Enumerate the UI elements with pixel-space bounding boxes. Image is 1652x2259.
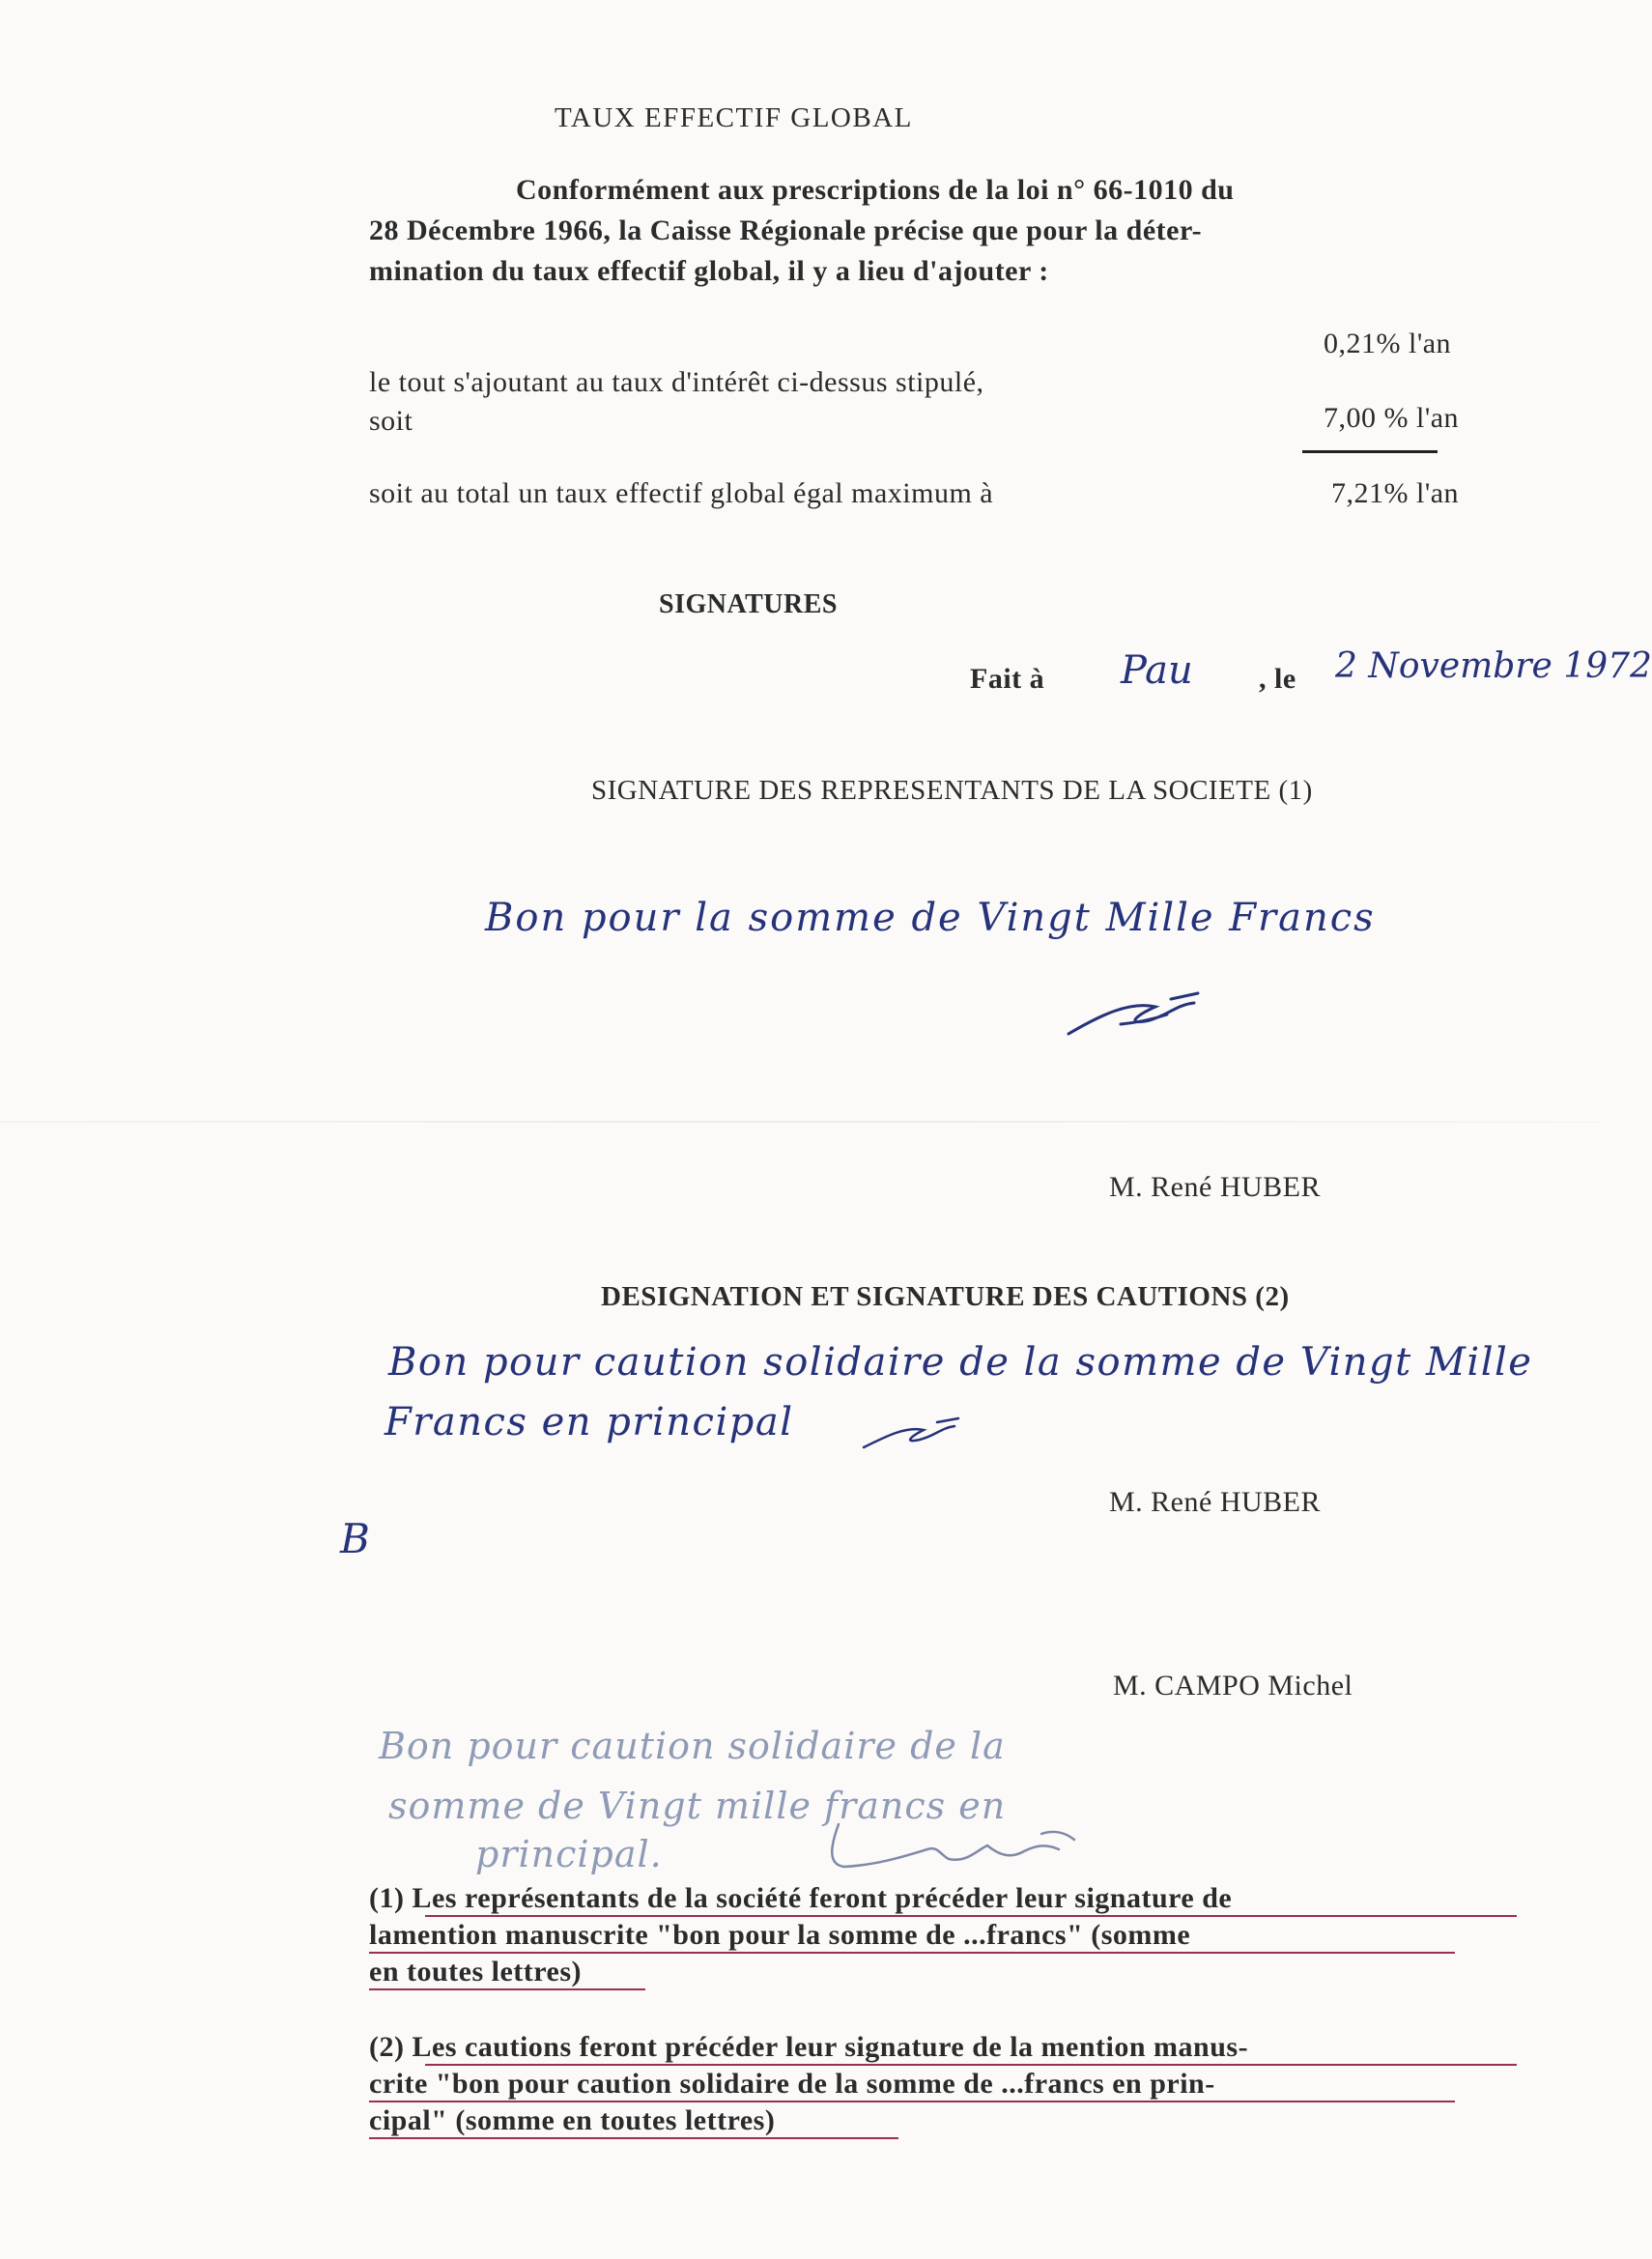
total-label: soit au total un taux effectif global égal maximum à <box>369 477 994 509</box>
paper-fold <box>0 1121 1598 1123</box>
signature-huber-1 <box>1063 976 1217 1034</box>
rates-text-line-1: le tout s'ajoutant au taux d'intérêt ci-dessus stipulé, <box>369 366 984 398</box>
footnote-2-underline-3 <box>369 2137 898 2139</box>
footnote-1-line-3: en toutes lettres) <box>369 1956 583 1987</box>
handwritten-place: Pau <box>1121 648 1193 693</box>
cautions-handwritten-line-1: Bon pour caution solidaire de la somme de Vingt Mille <box>388 1340 1533 1385</box>
signature-campo <box>821 1816 1111 1874</box>
cautions-handwritten-line-2: Francs en principal <box>385 1400 794 1444</box>
caution-name-2: M. CAMPO Michel <box>1113 1670 1353 1701</box>
footnote-1-underline-1 <box>425 1915 1517 1917</box>
document-title: TAUX EFFECTIF GLOBAL <box>555 102 913 133</box>
footnote-1-underline-3 <box>369 1988 645 1990</box>
rates-text-line-2: soit <box>369 405 413 437</box>
fait-a-label: Fait à <box>970 663 1045 695</box>
societe-signatory-name: M. René HUBER <box>1109 1171 1321 1203</box>
intro-line-3: mination du taux effectif global, il y a lieu d'ajouter : <box>369 255 1049 287</box>
signature-huber-2 <box>860 1411 966 1449</box>
footnote-2-line-3: cipal" (somme en toutes lettres) <box>369 2104 776 2136</box>
intro-line-2: 28 Décembre 1966, la Caisse Régionale précise que pour la déter- <box>369 214 1203 246</box>
footnote-2-line-1: (2) Les cautions feront précéder leur signature de la mention manus- <box>369 2031 1249 2063</box>
caution-name-1: M. René HUBER <box>1109 1486 1321 1518</box>
handwritten-date: 2 Novembre 1972 <box>1335 646 1652 686</box>
handwritten-mark: B <box>340 1515 370 1562</box>
societe-handwritten-mention: Bon pour la somme de Vingt Mille Francs <box>485 896 1376 940</box>
interest-rate: 7,00 % l'an <box>1324 402 1460 434</box>
societe-heading: SIGNATURE DES REPRESENTANTS DE LA SOCIETE (1) <box>591 775 1313 806</box>
footnote-1-line-1: (1) Les représentants de la société feront précéder leur signature de <box>369 1882 1233 1914</box>
footnote-2-underline-1 <box>425 2064 1517 2066</box>
pencil-mention-line-1: Bon pour caution solidaire de la <box>379 1725 1006 1767</box>
total-rate: 7,21% l'an <box>1331 477 1460 509</box>
footnote-2-line-2: crite "bon pour caution solidaire de la somme de ...francs en prin- <box>369 2068 1215 2100</box>
sum-rule <box>1302 450 1438 453</box>
intro-line-1: Conformément aux prescriptions de la loi n° 66-1010 du <box>516 174 1235 206</box>
footnote-1-line-2: lamention manuscrite "bon pour la somme de ...francs" (somme <box>369 1919 1191 1951</box>
pencil-mention-line-2: somme de Vingt mille francs en <box>388 1785 1007 1827</box>
signatures-heading: SIGNATURES <box>659 589 838 619</box>
footnote-1-underline-2 <box>369 1952 1455 1954</box>
added-rate: 0,21% l'an <box>1324 328 1452 359</box>
cautions-heading: DESIGNATION ET SIGNATURE DES CAUTIONS (2) <box>601 1281 1290 1312</box>
pencil-mention-line-3: principal. <box>475 1833 663 1875</box>
le-label: , le <box>1259 663 1296 695</box>
footnote-2-underline-2 <box>369 2101 1455 2102</box>
